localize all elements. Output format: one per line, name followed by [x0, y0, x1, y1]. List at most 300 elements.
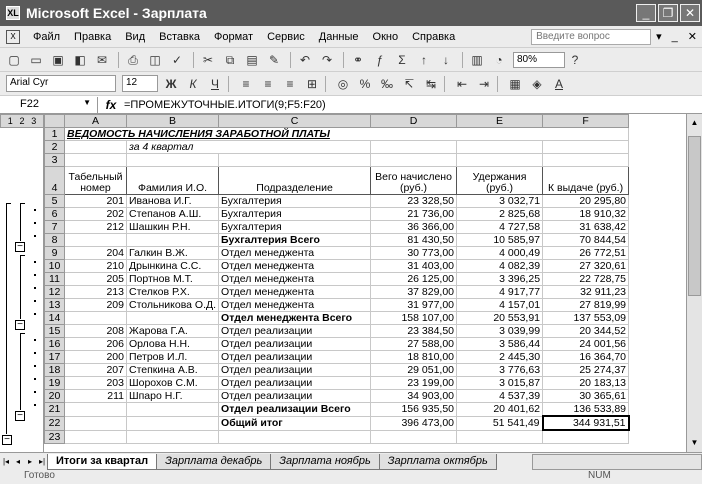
cell[interactable]: 4 727,58: [457, 221, 543, 234]
increase-decimal-icon[interactable]: ↸: [403, 76, 415, 91]
cell[interactable]: [65, 234, 127, 247]
row-header[interactable]: 19: [45, 377, 65, 390]
font-color-icon[interactable]: A: [554, 76, 563, 91]
subtotal-row: [45, 234, 629, 247]
permission-icon[interactable]: ◧: [74, 52, 86, 67]
toolbar-separator: [462, 52, 463, 68]
menu-insert[interactable]: Вставка: [159, 30, 201, 43]
cell[interactable]: 203: [65, 377, 127, 390]
cell[interactable]: 26 125,00: [371, 273, 457, 286]
status-text: Готово: [24, 470, 55, 481]
cell[interactable]: 31 638,42: [543, 221, 629, 234]
table-row: [45, 351, 629, 364]
cell[interactable]: [457, 154, 543, 167]
cell[interactable]: Отдел менеджента Всего: [219, 312, 371, 325]
horizontal-scrollbar[interactable]: [532, 454, 702, 470]
cell[interactable]: [371, 141, 457, 154]
cell[interactable]: 4 537,39: [457, 390, 543, 403]
cell[interactable]: 21 736,00: [371, 208, 457, 221]
chart-wizard-icon[interactable]: ▥: [471, 52, 483, 67]
menu-window[interactable]: Окно: [372, 30, 399, 43]
sheet-row: [45, 430, 629, 443]
cell[interactable]: Отдел реализации: [219, 325, 371, 338]
outline-collapse-button[interactable]: −: [2, 435, 12, 445]
standard-toolbar: [0, 48, 702, 72]
cell[interactable]: 158 107,00: [371, 312, 457, 325]
outline-level-buttons: [0, 114, 44, 128]
cell[interactable]: Иванова И.Г.: [127, 195, 219, 208]
formula-input[interactable]: =ПРОМЕЖУТОЧНЫЕ.ИТОГИ(9;F5:F20): [124, 98, 326, 111]
cell-grid: [44, 114, 630, 444]
hyperlink-icon[interactable]: ⚭: [352, 52, 364, 67]
increase-indent-icon[interactable]: ⇥: [478, 76, 490, 91]
help-icon[interactable]: ?: [571, 52, 579, 67]
row-header[interactable]: 20: [45, 390, 65, 403]
row-header[interactable]: 6: [45, 208, 65, 221]
paste-icon[interactable]: ▤: [246, 52, 258, 67]
cell[interactable]: 37 829,00: [371, 286, 457, 299]
sort-ascending-icon[interactable]: ↑: [421, 52, 427, 67]
header-cell-name[interactable]: Фамилия И.О.: [127, 167, 219, 195]
cell[interactable]: 31 977,00: [371, 299, 457, 312]
cell[interactable]: Бухгалтерия Всего: [219, 234, 371, 247]
maximize-button[interactable]: ❐: [658, 4, 678, 22]
align-right-icon[interactable]: ≡: [286, 76, 294, 91]
cell[interactable]: Отдел менеджента: [219, 286, 371, 299]
cell[interactable]: 18 810,00: [371, 351, 457, 364]
close-button[interactable]: ✕: [680, 4, 700, 22]
cell[interactable]: 27 819,99: [543, 299, 629, 312]
outline-row-dot: [34, 352, 36, 354]
cell[interactable]: Отдел менеджента: [219, 273, 371, 286]
help-search-input[interactable]: [531, 29, 651, 45]
subtotal-row: [45, 312, 629, 325]
outline-level-3-button[interactable]: 3: [31, 116, 37, 126]
toolbar-separator: [444, 76, 445, 92]
cell[interactable]: 3 015,87: [457, 377, 543, 390]
outline-collapse-button[interactable]: −: [15, 320, 25, 330]
open-icon[interactable]: ▭: [30, 52, 42, 67]
cell[interactable]: [127, 430, 219, 443]
cell[interactable]: Отдел реализации: [219, 390, 371, 403]
column-header-c[interactable]: C: [219, 115, 371, 128]
cell[interactable]: 4 917,77: [457, 286, 543, 299]
cell[interactable]: Галкин В.Ж.: [127, 247, 219, 260]
row-header[interactable]: 17: [45, 351, 65, 364]
cell[interactable]: 26 772,51: [543, 247, 629, 260]
row-header[interactable]: 23: [45, 430, 65, 443]
row-header[interactable]: 14: [45, 312, 65, 325]
cell[interactable]: Петров И.Л.: [127, 351, 219, 364]
row-header[interactable]: 5: [45, 195, 65, 208]
cell[interactable]: Стелков Р.Х.: [127, 286, 219, 299]
cell[interactable]: [127, 416, 219, 430]
toolbar-separator: [118, 52, 119, 68]
tab-itogi-za-kvartal[interactable]: Итоги за квартал: [47, 454, 157, 470]
cell[interactable]: 20 344,52: [543, 325, 629, 338]
cell[interactable]: 200: [65, 351, 127, 364]
cell[interactable]: Отдел реализации: [219, 351, 371, 364]
outline-bracket: [20, 333, 21, 410]
tab-zarplata-noyabr[interactable]: Зарплата ноябрь: [270, 454, 379, 470]
header-cell-tab-number[interactable]: Табельный номер: [65, 167, 127, 195]
cell[interactable]: 212: [65, 221, 127, 234]
cell[interactable]: 201: [65, 195, 127, 208]
cell[interactable]: 2 445,30: [457, 351, 543, 364]
cell[interactable]: 32 911,23: [543, 286, 629, 299]
cell[interactable]: [371, 430, 457, 443]
cell[interactable]: Отдел реализации: [219, 338, 371, 351]
formula-bar: [0, 96, 702, 114]
header-cell-payout[interactable]: К выдаче (руб.): [543, 167, 629, 195]
column-header-b[interactable]: B: [127, 115, 219, 128]
cell[interactable]: 24 001,56: [543, 338, 629, 351]
cell[interactable]: Бухгалтерия: [219, 195, 371, 208]
outline-row-dot: [34, 313, 36, 315]
cell[interactable]: [65, 312, 127, 325]
outline-bracket: [20, 203, 21, 241]
outline-row-dot: [34, 287, 36, 289]
cell[interactable]: [457, 141, 543, 154]
outline-row-dot: [34, 404, 36, 406]
cell[interactable]: 27 320,61: [543, 260, 629, 273]
autosum-icon[interactable]: Σ: [398, 52, 406, 67]
cell[interactable]: Стольникова О.Д.: [127, 299, 219, 312]
header-cell-deductions[interactable]: Удержания (руб.): [457, 167, 543, 195]
cell[interactable]: 81 430,50: [371, 234, 457, 247]
column-header-a[interactable]: A: [65, 115, 127, 128]
cell[interactable]: 30 773,00: [371, 247, 457, 260]
sort-descending-icon[interactable]: ↓: [443, 52, 449, 67]
drawing-icon[interactable]: ◔: [495, 52, 503, 67]
cell[interactable]: [127, 403, 219, 417]
table-row: [45, 260, 629, 273]
column-header-e[interactable]: E: [457, 115, 543, 128]
cell[interactable]: Степанов А.Ш.: [127, 208, 219, 221]
sheet-tab-bar: [0, 452, 702, 470]
outline-row-dot: [34, 209, 36, 211]
tab-zarplata-dekabr[interactable]: Зарплата декабрь: [156, 454, 271, 470]
table-header-row: [45, 167, 629, 195]
cell[interactable]: Отдел менеджента: [219, 299, 371, 312]
table-row: [45, 377, 629, 390]
cell[interactable]: 209: [65, 299, 127, 312]
vertical-scrollbar[interactable]: [686, 114, 702, 452]
sheet-subtitle-cell[interactable]: за 4 квартал: [127, 141, 371, 154]
zoom-select[interactable]: 80%: [513, 52, 565, 68]
decrease-indent-icon[interactable]: ⇤: [456, 76, 468, 91]
cell[interactable]: 396 473,00: [371, 416, 457, 430]
cell[interactable]: 211: [65, 390, 127, 403]
cell[interactable]: 3 039,99: [457, 325, 543, 338]
cell[interactable]: [371, 154, 457, 167]
table-row: [45, 221, 629, 234]
cell[interactable]: 210: [65, 260, 127, 273]
sheet-row: [45, 154, 629, 167]
header-cell-department[interactable]: Подразделение: [219, 167, 371, 195]
cell[interactable]: Шпаро Н.Г.: [127, 390, 219, 403]
worksheet: [0, 114, 702, 452]
toolbar-separator: [193, 52, 194, 68]
help-dropdown-icon[interactable]: ▾: [656, 31, 662, 43]
cell[interactable]: Бухгалтерия: [219, 221, 371, 234]
cell[interactable]: Орлова Н.Н.: [127, 338, 219, 351]
cell[interactable]: 23 199,00: [371, 377, 457, 390]
cell[interactable]: Общий итог: [219, 416, 371, 430]
last-sheet-icon[interactable]: ▸|: [38, 457, 46, 466]
cell[interactable]: 29 051,00: [371, 364, 457, 377]
table-row: [45, 325, 629, 338]
column-header-d[interactable]: D: [371, 115, 457, 128]
cell[interactable]: 36 366,00: [371, 221, 457, 234]
align-left-icon[interactable]: ≡: [242, 76, 250, 91]
cell[interactable]: 156 935,50: [371, 403, 457, 417]
cell[interactable]: [127, 234, 219, 247]
row-header[interactable]: 12: [45, 286, 65, 299]
cell[interactable]: [65, 403, 127, 417]
cell[interactable]: Отдел реализации: [219, 364, 371, 377]
cell[interactable]: 204: [65, 247, 127, 260]
toolbar-separator: [325, 76, 326, 92]
row-header[interactable]: 16: [45, 338, 65, 351]
outline-row-dot: [34, 300, 36, 302]
cell[interactable]: [219, 430, 371, 443]
row-header[interactable]: 2: [45, 141, 65, 154]
new-icon[interactable]: ▢: [8, 52, 20, 67]
formatting-toolbar: [0, 72, 702, 96]
table-row: [45, 208, 629, 221]
cell[interactable]: [543, 430, 629, 443]
menu-tools[interactable]: Сервис: [267, 30, 305, 43]
row-header[interactable]: 1: [45, 128, 65, 141]
outline-row-dot: [34, 339, 36, 341]
borders-icon[interactable]: ▦: [509, 76, 521, 91]
currency-icon[interactable]: ◎: [337, 76, 349, 91]
row-header[interactable]: 18: [45, 364, 65, 377]
minimize-button[interactable]: _: [636, 4, 656, 22]
cell[interactable]: [127, 154, 219, 167]
cell[interactable]: [65, 154, 127, 167]
row-header[interactable]: 11: [45, 273, 65, 286]
cell[interactable]: 20 553,91: [457, 312, 543, 325]
italic-button[interactable]: К: [189, 76, 197, 91]
row-header[interactable]: 4: [45, 167, 65, 195]
first-sheet-icon[interactable]: |◂: [2, 457, 10, 466]
toolbar-separator: [343, 52, 344, 68]
cell[interactable]: 206: [65, 338, 127, 351]
outline-row-dot: [34, 261, 36, 263]
cell[interactable]: [543, 141, 629, 154]
font-select[interactable]: Arial Cyr: [6, 75, 116, 92]
outline-row-dot: [34, 274, 36, 276]
decrease-decimal-icon[interactable]: ↹: [425, 76, 437, 91]
row-header[interactable]: 9: [45, 247, 65, 260]
cell[interactable]: [127, 312, 219, 325]
insert-function-icon[interactable]: fx: [105, 97, 117, 112]
cell[interactable]: [65, 416, 127, 430]
cell[interactable]: 16 364,70: [543, 351, 629, 364]
outline-collapse-button[interactable]: −: [15, 242, 25, 252]
outline-bracket: [6, 203, 7, 434]
save-icon[interactable]: ▣: [52, 52, 64, 67]
outline-level-2-button[interactable]: 2: [19, 116, 25, 126]
cell[interactable]: Степкина А.В.: [127, 364, 219, 377]
outline-collapse-button[interactable]: −: [15, 411, 25, 421]
cell[interactable]: 23 328,50: [371, 195, 457, 208]
cell[interactable]: [65, 430, 127, 443]
row-header[interactable]: 3: [45, 154, 65, 167]
merge-center-icon[interactable]: ⊞: [306, 76, 318, 91]
sheet-title-cell[interactable]: ВЕДОМОСТЬ НАЧИСЛЕНИЯ ЗАРАБОТНОЙ ПЛАТЫ: [65, 128, 629, 141]
prev-sheet-icon[interactable]: ◂: [15, 457, 20, 466]
next-sheet-icon[interactable]: ▸: [27, 457, 32, 466]
outline-bracket: [20, 255, 21, 319]
cell[interactable]: 3 032,71: [457, 195, 543, 208]
row-header[interactable]: 10: [45, 260, 65, 273]
row-header[interactable]: 21: [45, 403, 65, 417]
outline-row-dot: [34, 365, 36, 367]
cell[interactable]: 20 295,80: [543, 195, 629, 208]
row-header[interactable]: 13: [45, 299, 65, 312]
align-center-icon[interactable]: ≡: [264, 76, 272, 91]
percent-icon[interactable]: %: [359, 76, 371, 91]
format-painter-icon[interactable]: ✎: [268, 52, 280, 67]
status-bar: [0, 470, 702, 484]
cell[interactable]: 23 384,50: [371, 325, 457, 338]
table-row: [45, 286, 629, 299]
bold-button[interactable]: Ж: [165, 76, 177, 91]
menu-data[interactable]: Данные: [318, 30, 359, 43]
doc-minimize-button[interactable]: _: [671, 30, 678, 43]
cell[interactable]: 27 588,00: [371, 338, 457, 351]
header-cell-accrued[interactable]: Вего начислено (руб.): [371, 167, 457, 195]
excel-app-icon[interactable]: XL: [7, 8, 19, 18]
menu-help[interactable]: Справка: [412, 30, 456, 43]
active-cell[interactable]: 344 931,51: [543, 416, 629, 430]
cell[interactable]: Шашкин Р.Н.: [127, 221, 219, 234]
cell[interactable]: 3 396,25: [457, 273, 543, 286]
cell[interactable]: [65, 141, 127, 154]
scroll-up-icon[interactable]: ▲: [690, 118, 699, 127]
cell[interactable]: 10 585,97: [457, 234, 543, 247]
column-header-f[interactable]: F: [543, 115, 629, 128]
menu-edit[interactable]: Правка: [74, 30, 112, 43]
cell[interactable]: 51 541,49: [457, 416, 543, 430]
undo-icon[interactable]: ↶: [299, 52, 311, 67]
cell[interactable]: [457, 430, 543, 443]
cell[interactable]: 205: [65, 273, 127, 286]
tab-zarplata-oktyabr[interactable]: Зарплата октябрь: [379, 454, 497, 470]
cell[interactable]: Отдел менеджента: [219, 247, 371, 260]
cell[interactable]: Портнов М.Т.: [127, 273, 219, 286]
row-header[interactable]: 7: [45, 221, 65, 234]
cell[interactable]: 207: [65, 364, 127, 377]
cell[interactable]: Дрынкина С.С.: [127, 260, 219, 273]
scroll-down-icon[interactable]: ▼: [690, 438, 699, 447]
cell[interactable]: 213: [65, 286, 127, 299]
cell[interactable]: 3 776,63: [457, 364, 543, 377]
row-header[interactable]: 15: [45, 325, 65, 338]
subtotal-row: [45, 403, 629, 417]
column-header-row: [45, 115, 629, 128]
table-row: [45, 195, 629, 208]
table-row: [45, 247, 629, 260]
title-bar: [0, 0, 702, 26]
cell[interactable]: 137 553,09: [543, 312, 629, 325]
outline-area: [0, 128, 44, 452]
function-icon[interactable]: ƒ: [376, 52, 384, 67]
underline-button[interactable]: Ч: [211, 76, 219, 91]
menu-view[interactable]: Вид: [125, 30, 146, 43]
cell[interactable]: 31 403,00: [371, 260, 457, 273]
font-size-select[interactable]: 12: [122, 75, 158, 92]
cell[interactable]: Бухгалтерия: [219, 208, 371, 221]
table-row: [45, 364, 629, 377]
cell[interactable]: 3 586,44: [457, 338, 543, 351]
cell[interactable]: 34 903,00: [371, 390, 457, 403]
cell[interactable]: 4 157,01: [457, 299, 543, 312]
email-icon[interactable]: ✉: [96, 52, 108, 67]
table-row: [45, 338, 629, 351]
print-preview-icon[interactable]: ◫: [149, 52, 161, 67]
outline-level-1-button[interactable]: 1: [7, 116, 13, 126]
window-title: Microsoft Excel - Зарплата: [26, 5, 207, 21]
cell[interactable]: Отдел реализации Всего: [219, 403, 371, 417]
cell[interactable]: Отдел менеджента: [219, 260, 371, 273]
cell[interactable]: 4 000,49: [457, 247, 543, 260]
cell[interactable]: [543, 154, 629, 167]
cell[interactable]: 22 728,75: [543, 273, 629, 286]
outline-row-dot: [34, 391, 36, 393]
row-header[interactable]: 22: [45, 416, 65, 430]
menu-file[interactable]: Файл: [33, 30, 61, 43]
cell[interactable]: 2 825,68: [457, 208, 543, 221]
thousands-icon[interactable]: ‰: [381, 76, 393, 91]
cell[interactable]: 208: [65, 325, 127, 338]
scroll-thumb[interactable]: [688, 136, 701, 296]
cell[interactable]: Шорохов С.М.: [127, 377, 219, 390]
cut-icon[interactable]: ✂: [202, 52, 214, 67]
row-header[interactable]: 8: [45, 234, 65, 247]
doc-close-button[interactable]: ✕: [687, 31, 697, 43]
toolbar-separator: [497, 76, 498, 92]
name-box[interactable]: [0, 97, 98, 113]
name-box-dropdown-icon[interactable]: ▼: [83, 97, 91, 107]
cell[interactable]: 4 082,39: [457, 260, 543, 273]
cell[interactable]: 136 533,89: [543, 403, 629, 417]
cell[interactable]: 20 183,13: [543, 377, 629, 390]
print-icon[interactable]: ⎙: [128, 52, 138, 67]
cell[interactable]: 30 365,61: [543, 390, 629, 403]
copy-icon[interactable]: ⧉: [225, 52, 235, 67]
cell[interactable]: 70 844,54: [543, 234, 629, 247]
cell[interactable]: Жарова Г.А.: [127, 325, 219, 338]
workbook-icon[interactable]: X: [6, 30, 20, 44]
cell[interactable]: 20 401,62: [457, 403, 543, 417]
table-row: [45, 273, 629, 286]
select-all-corner[interactable]: [45, 115, 65, 128]
cell[interactable]: 202: [65, 208, 127, 221]
cell[interactable]: 25 274,37: [543, 364, 629, 377]
fill-color-icon[interactable]: ◈: [532, 76, 542, 91]
cell[interactable]: [219, 154, 371, 167]
outline-row-dot: [34, 378, 36, 380]
cell[interactable]: Отдел реализации: [219, 377, 371, 390]
spelling-icon[interactable]: ✓: [171, 52, 183, 67]
redo-icon[interactable]: ↷: [321, 52, 333, 67]
menu-format[interactable]: Формат: [214, 30, 254, 43]
cell[interactable]: 18 910,32: [543, 208, 629, 221]
